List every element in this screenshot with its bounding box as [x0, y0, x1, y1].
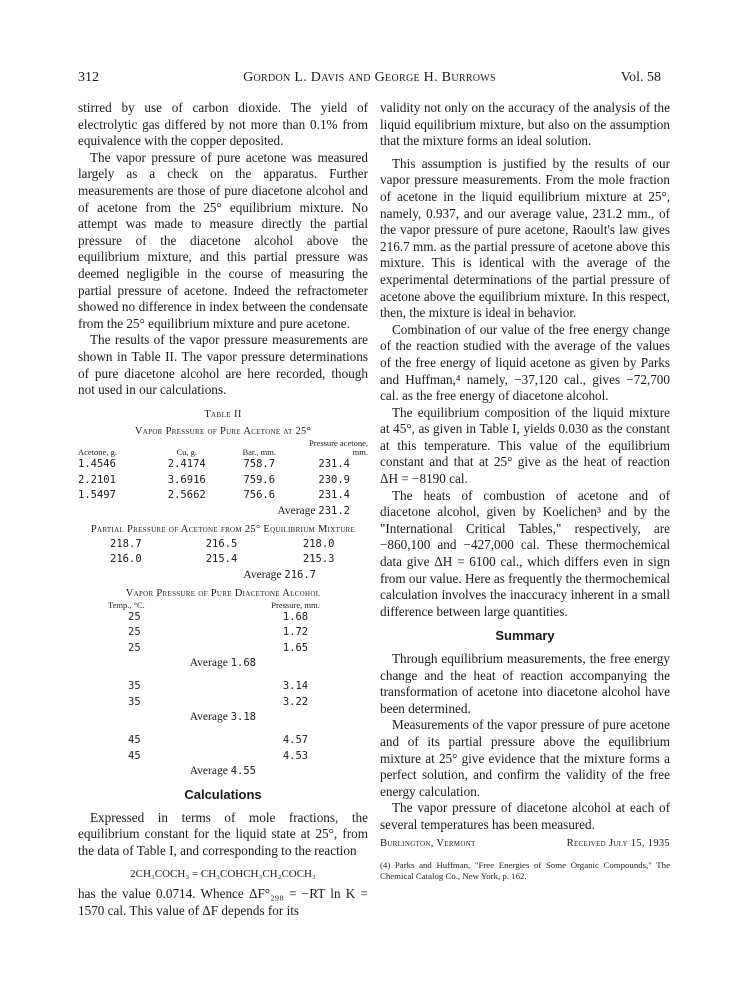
- diacetone-vapor-pressure-table: [78, 601, 368, 657]
- average-value: 4.55: [230, 765, 256, 778]
- average-label: Average: [277, 504, 316, 517]
- section-heading-summary: Summary: [495, 628, 555, 644]
- paragraph: Expressed in terms of mole fractions, the equilibrium constant for the liquid state at 25°, from the data of Table I, and corresponding to the reaction: [78, 809, 368, 859]
- volume-label: Vol. 58: [620, 70, 661, 85]
- section-heading-calculations: Calculations: [184, 787, 262, 803]
- table-cell: 218.0: [302, 537, 335, 550]
- table-cell: 215.4: [205, 553, 238, 566]
- table-cell: 1.5497: [78, 489, 116, 502]
- table-cell: 2.4174: [167, 458, 206, 471]
- column-header: Bar., mm.: [242, 447, 277, 458]
- table-cell: 25: [128, 641, 141, 654]
- column-header: Pressure acetone, mm.: [308, 438, 368, 458]
- right-column: [380, 100, 670, 882]
- table-cell: 25: [128, 626, 141, 639]
- table-row: [78, 679, 368, 695]
- running-header-authors: Gordon L. Davis and George H. Burrows: [243, 70, 496, 85]
- table-cell: 216.5: [205, 537, 238, 550]
- column-header: Temp., °C.: [108, 599, 145, 610]
- table-cell: 3.6916: [167, 473, 206, 486]
- table-cell: 1.65: [282, 641, 309, 654]
- average-value: 216.7: [284, 568, 316, 581]
- table-cell: 35: [128, 680, 141, 693]
- paragraph: Measurements of the vapor pressure of pure acetone and of its partial pressure above the equilibrium mixture at 25° give evidence that the mixture forms a perfect solution, and confirm the validity of the free energy calculation.: [380, 717, 670, 799]
- average-value: 231.2: [318, 504, 350, 517]
- paragraph: has the value 0.0714. Whence ΔF°₂₉₈ = −RT ln K = 1570 cal. This value of ΔF depends for its: [78, 886, 368, 918]
- table-subtitle: Vapor Pressure of Pure Diacetone Alcohol: [125, 587, 321, 599]
- table-label: Table II: [204, 408, 242, 420]
- table-row: [78, 552, 368, 568]
- average-label: Average: [189, 711, 228, 724]
- average-label: Average: [189, 657, 228, 670]
- average-value: 3.18: [230, 711, 256, 724]
- table-cell: 759.6: [243, 473, 276, 486]
- table-subtitle: Vapor Pressure of Pure Acetone at 25°: [134, 426, 312, 438]
- table-cell: 218.7: [110, 537, 142, 550]
- table-cell: 35: [128, 695, 141, 708]
- paragraph: The vapor pressure of diacetone alcohol at each of several temperatures has been measured.: [380, 800, 670, 832]
- average-label: Average: [189, 765, 228, 778]
- table-average: [78, 504, 368, 519]
- table-cell: 45: [128, 749, 141, 762]
- table-row: [78, 488, 368, 504]
- paragraph: The results of the vapor pressure measurements are shown in Table II. The vapor pressure determinations of pure diacetone alcohol are here recorded, though not used in our calculations.: [78, 332, 368, 398]
- paragraph: validity not only on the accuracy of the analysis of the liquid equilibrium mixture, but also on the assumption that the mixture forms an ideal solution.: [380, 100, 670, 149]
- footnote: (4) Parks and Huffman, "Free Energies of Some Organic Compounds," The Chemical Catalog Co., New York, p. 162.: [380, 860, 670, 882]
- table-cell: 231.4: [318, 458, 350, 471]
- table-average: [78, 656, 368, 671]
- dateline: [380, 836, 670, 853]
- column-header: Pressure, mm.: [271, 599, 320, 610]
- column-header: Cu, g.: [176, 447, 198, 458]
- received-date: Received July 15, 1935: [566, 837, 670, 849]
- table-row: [78, 749, 368, 765]
- table-cell: 1.4546: [78, 458, 116, 471]
- average-value: 1.68: [230, 657, 256, 670]
- table-row: [78, 610, 368, 626]
- paragraph: Combination of our value of the free energy change of the reaction studied with the average of the values of the free energy of liquid acetone as given by Parks and Huffman,⁴ namely, −37,120 cal., gives −72,700 cal. as the free energy of diacetone alcohol.: [380, 321, 670, 404]
- table-cell: 3.14: [282, 680, 309, 693]
- table-row: [78, 641, 368, 657]
- table-average: [78, 710, 368, 725]
- paragraph: stirred by use of carbon dioxide. The yield of electrolytic gas differed by not more than 0.1% from equivalence with the copper deposited.: [78, 100, 368, 149]
- table-cell: 230.9: [318, 473, 350, 486]
- table-cell: 4.57: [282, 734, 309, 747]
- table-cell: 231.4: [318, 489, 350, 502]
- left-column: [78, 100, 368, 919]
- table-average: [78, 764, 368, 779]
- diacetone-vapor-pressure-table: [78, 733, 368, 764]
- reaction-equation: 2CH₃COCH₃ = CH₃COHCH₃CH₂COCH₃: [130, 867, 316, 880]
- paragraph: This assumption is justified by the results of our vapor pressure measurements. From the mole fraction of acetone in the liquid equilibrium mixture at 25°, namely, 0.937, and our average value, 231.2 mm., of the vapor pressure of pure acetone, Raoult's law gives 216.7 mm. as the partial pressure of acetone above this mixture. This is identical with the average of the experimental determinations of the partial pressure of acetone above the equilibrium mixture. In this respect, then, the mixture is ideal in behavior.: [380, 155, 670, 321]
- paragraph: The heats of combustion of acetone and of diacetone alcohol, given by Koelichen³ and by the "International Critical Tables," respectively, are −860,100 and −427,000 cal. These thermochemical data give ΔH = 6100 cal., which differs even in sign from our value. Here as frequently the thermochemical calculation involves the inaccuracy inherent in a small difference between large quantities.: [380, 487, 671, 619]
- table-cell: 2.5662: [167, 489, 206, 502]
- table-cell: 216.0: [110, 553, 142, 566]
- table-row: [78, 473, 368, 489]
- average-label: Average: [243, 568, 282, 581]
- table-average: [78, 568, 368, 583]
- paragraph: The vapor pressure of pure acetone was measured largely as a check on the apparatus. Further measurements are those of pure diacetone alcohol and of acetone from the 25° equilibrium mixture. No attempt was made to measure directly the partial pressure of the diacetone alcohol above the equilibrium mixture, and this partial pressure was deemed negligible in the course of measuring the partial pressure of acetone. Indeed the refractometer showed no difference in index between the condensate from the 25° equilibrium mixture and pure acetone.: [78, 149, 368, 331]
- table-cell: 3.22: [282, 695, 309, 708]
- diacetone-vapor-pressure-table: [78, 679, 368, 710]
- place-label: Burlington, Vermont: [380, 837, 476, 849]
- table-cell: 756.6: [243, 489, 276, 502]
- table-row: [78, 733, 368, 749]
- table-row: [78, 695, 368, 711]
- page-number: 312: [78, 70, 99, 85]
- partial-pressure-table: [78, 537, 368, 568]
- paragraph: The equilibrium composition of the liquid mixture at 45°, as given in Table I, yields 0.030 as the constant at this temperature. This value of the equilibrium constant and that at 25° give as the heat of reaction ΔH = −8190 cal.: [380, 404, 670, 487]
- table-cell: 45: [128, 734, 141, 747]
- table-row: [78, 625, 368, 641]
- table-cell: 758.7: [243, 458, 276, 471]
- table-cell: 4.53: [282, 749, 309, 762]
- table-cell: 2.2101: [78, 473, 116, 486]
- acetone-vapor-pressure-table: [78, 439, 368, 504]
- table-subtitle: Partial Pressure of Acetone from 25° Equilibrium Mixture: [90, 523, 356, 535]
- column-header: Acetone, g.: [78, 447, 117, 458]
- table-cell: 1.68: [282, 610, 309, 623]
- paragraph: Through equilibrium measurements, the free energy change and the heat of reaction accompanying the transformation of acetone into diacetone alcohol have been determined.: [380, 651, 670, 716]
- table-cell: 25: [128, 610, 141, 623]
- table-cell: 1.72: [282, 626, 309, 639]
- table-row: [78, 457, 368, 473]
- table-row: [78, 537, 368, 553]
- table-cell: 215.3: [302, 553, 335, 566]
